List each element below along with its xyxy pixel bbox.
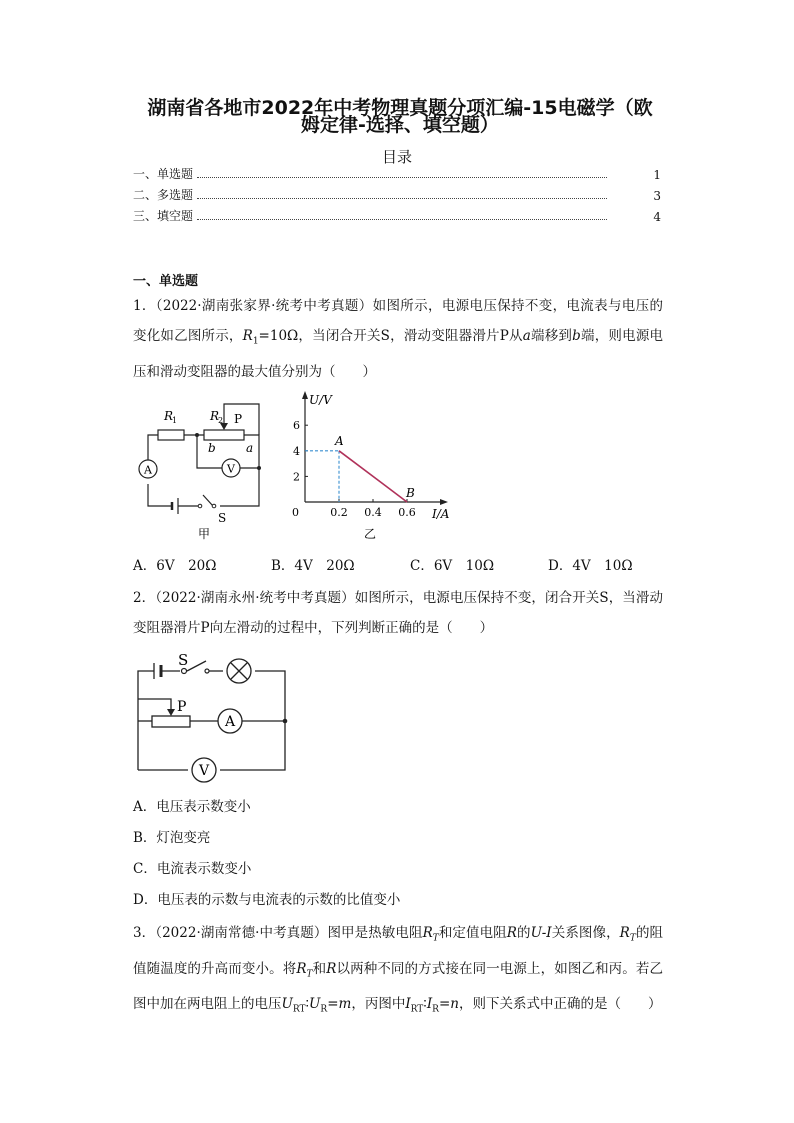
r1-subscript: 1: [172, 416, 178, 425]
q2-option-b[interactable]: B．灯泡变亮: [133, 830, 211, 846]
y-tick-label: 2: [293, 470, 300, 484]
terminal-b-label: b: [208, 441, 216, 455]
toc-entry[interactable]: [133, 208, 661, 224]
toc-leader: [197, 218, 607, 220]
y-tick-label: 6: [293, 419, 300, 433]
toc-entry-page: 1: [653, 168, 661, 182]
toc-leader: [197, 197, 607, 199]
toc-entry-label: 二、多选题: [133, 188, 194, 202]
voltmeter-label: V: [227, 462, 235, 476]
question-2-stem: 2．（2022·湖南永州·统考中考真题）如图所示，电源电压保持不变，闭合开关S，当滑动变阻器滑片P向左滑动的过程中，下列判断正确的是（ ）: [133, 590, 663, 636]
circuit-diagram-jia: [128, 398, 278, 543]
terminal-a-label: a: [246, 441, 254, 455]
option-a[interactable]: A．6V 20Ω: [133, 558, 217, 574]
r2-subscript: 2: [218, 416, 224, 425]
y-axis-label: U/V: [309, 393, 332, 407]
q2-option-d[interactable]: D．电压表的示数与电流表的示数的比值变小: [133, 892, 401, 908]
toc-entry-label: 三、填空题: [133, 209, 194, 223]
circuit-diagram-q2: [128, 645, 293, 785]
question-1-stem: 1．（2022·湖南张家界·统考中考真题）如图所示，电源电压保持不变，电流表与电压的变化如乙图所示，$R_1=10\Omega$，当闭合开关S，滑动变阻器滑片P从a端移到b端，则电源电压和滑动变阻器的最大值分别为（ ）: [133, 298, 664, 380]
x-tick-label: 0.4: [364, 506, 382, 519]
option-c[interactable]: C．6V 10Ω: [410, 558, 495, 574]
option-b[interactable]: B．4V 20Ω: [271, 558, 355, 574]
point-a-label: A: [335, 433, 344, 448]
r1-label: R: [164, 409, 174, 423]
toc-entry-page: 4: [653, 210, 661, 224]
toc-heading: 目录: [381, 148, 412, 166]
option-d[interactable]: D．4V 10Ω: [548, 558, 633, 574]
series-line: [339, 451, 407, 502]
question-3-stem: 3．（2022·湖南常德·中考真题）图甲是热敏电阻$R_T$和定值电阻R的U-I关系图像，$R_T$的阻值随温度的升高而变小。将$R_T$和R以两种不同的方式接在同一电源上，如图乙和丙。若乙图中加在两电阻上的电压$U_{RT}∶U_R=m$，丙图中$I_{RT}∶I_R=n$，则下关系式中正确的是（ ）: [133, 925, 664, 1016]
x-axis-label: I/A: [432, 507, 450, 521]
document-title-line1: 湖南省各地市2022年中考物理真题分项汇编-15电磁学（欧: [147, 97, 653, 119]
y-tick-label: 4: [293, 444, 300, 458]
switch-label: S: [178, 651, 189, 669]
slider-p-label: P: [234, 412, 243, 426]
r2-label: R: [210, 409, 220, 423]
x-tick-label: 0.6: [398, 506, 416, 519]
voltmeter-label: V: [198, 763, 210, 779]
switch-label: S: [218, 511, 227, 525]
toc-entry-page: 3: [653, 189, 661, 203]
toc-leader: [197, 176, 607, 178]
x-axis-arrow: [440, 499, 448, 505]
q2-option-c[interactable]: C．电流表示数变小: [133, 861, 252, 877]
ammeter-label: A: [144, 463, 152, 477]
document-title-line2: 姆定律-选择、填空题）: [301, 114, 499, 136]
q2-option-a[interactable]: A．电压表示数变小: [133, 799, 251, 815]
figure-yi-caption: 乙: [363, 527, 377, 541]
figure-jia-caption: 甲: [198, 527, 211, 541]
toc-entry-label: 一、单选题: [133, 167, 194, 181]
toc-entry[interactable]: [133, 187, 661, 203]
origin-label: 0: [292, 506, 299, 519]
toc-entry[interactable]: [133, 166, 661, 182]
ammeter-label: A: [224, 714, 236, 730]
x-tick-label: 0.2: [330, 506, 348, 519]
section-title-single-choice: 一、单选题: [133, 274, 199, 289]
y-axis-arrow: [302, 391, 308, 399]
slider-p-label: P: [177, 699, 187, 715]
point-b-label: B: [406, 486, 415, 500]
graph-yi: [290, 390, 450, 545]
